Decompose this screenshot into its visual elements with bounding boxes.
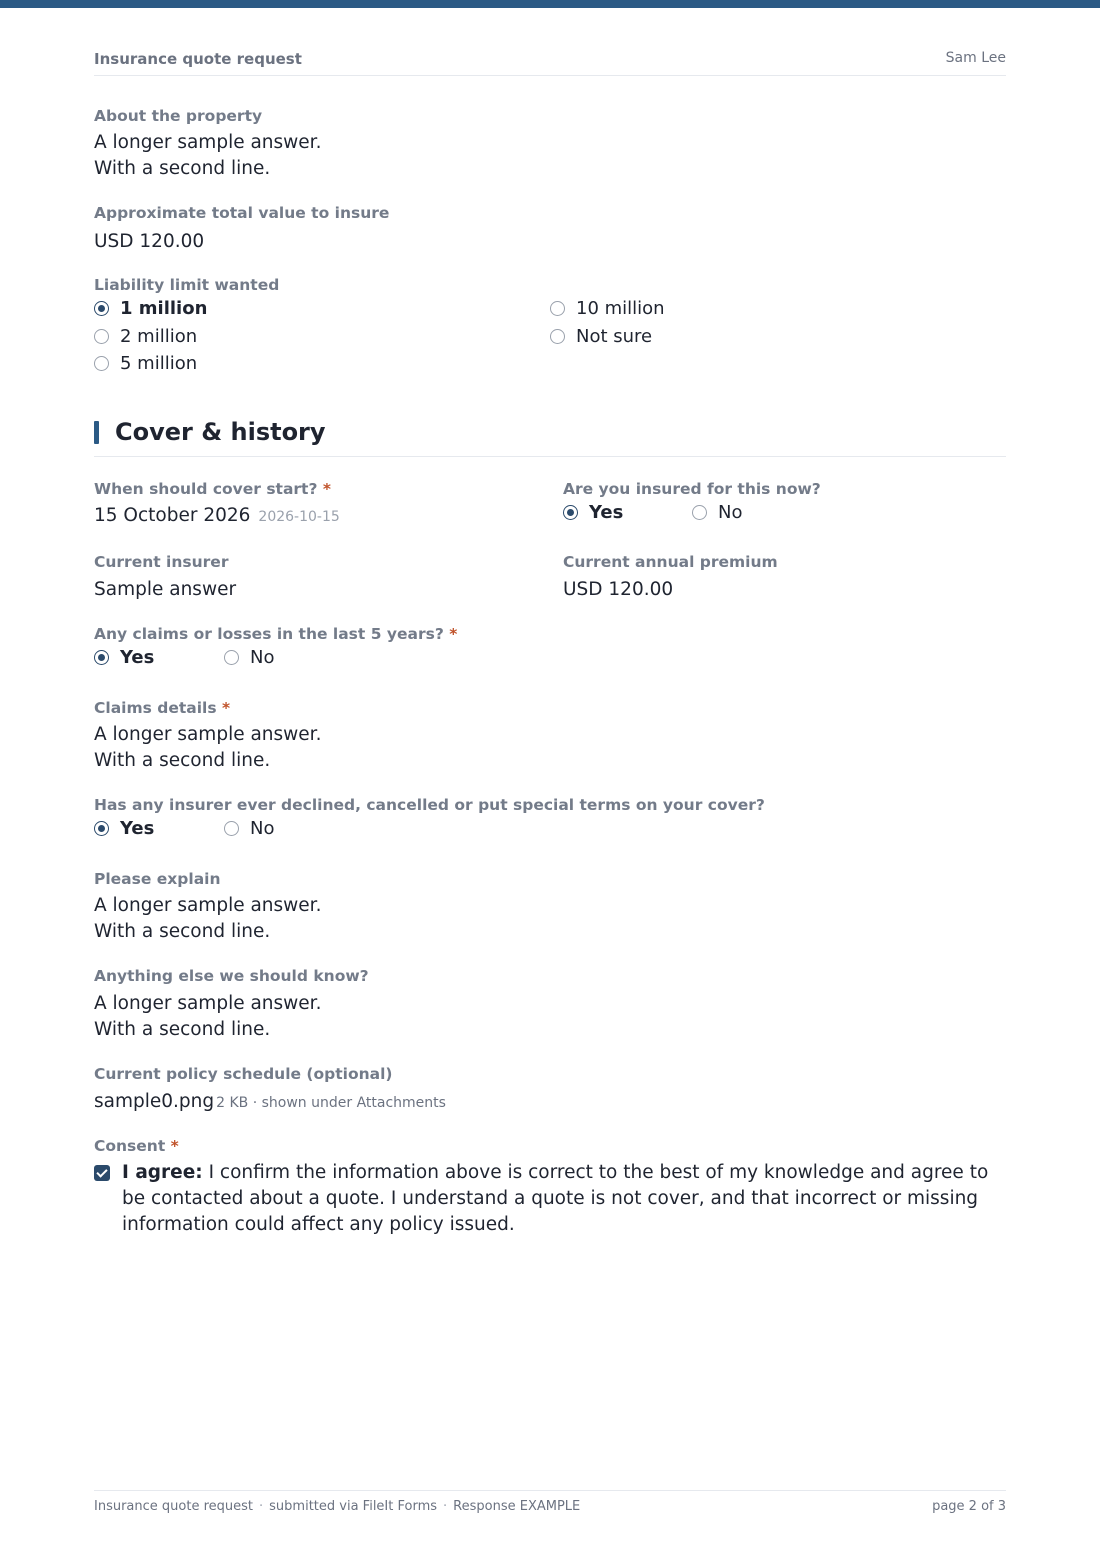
field-answer: 15 October 2026 2026-10-15 <box>94 505 340 526</box>
field-label: Please explain <box>94 870 221 888</box>
radio-option-10-million[interactable]: 10 million <box>550 298 665 319</box>
radio-empty-icon <box>224 650 239 665</box>
answer-line: A longer sample answer. <box>94 993 322 1014</box>
field-consent <box>94 1136 179 1156</box>
top-accent-bar <box>0 0 1100 8</box>
radio-empty-icon <box>692 505 707 520</box>
field-answer <box>94 1089 446 1116</box>
field-label: Current annual premium <box>563 553 778 571</box>
radio-declined-yes[interactable]: Yes <box>94 818 154 839</box>
radio-selected-icon <box>94 821 109 836</box>
section-title: Cover & history <box>115 418 326 446</box>
field-policy-schedule <box>94 1064 446 1116</box>
attachment-filename[interactable]: sample0.png <box>94 1091 215 1112</box>
section-heading <box>94 420 1006 457</box>
field-label: Current insurer <box>94 553 229 571</box>
field-annual-premium <box>563 552 778 603</box>
field-label: Liability limit wanted <box>94 276 280 294</box>
radio-selected-icon <box>94 301 109 316</box>
page-footer <box>94 1490 1006 1520</box>
field-label: Has any insurer ever declined, cancelled or put special terms on your cover? <box>94 796 765 814</box>
field-total-value <box>94 203 389 255</box>
consent-checkbox-row[interactable] <box>94 1160 1006 1238</box>
answer-line: With a second line. <box>94 1019 271 1040</box>
field-liability-limit <box>94 275 279 295</box>
field-claims <box>94 624 457 644</box>
answer-line: A longer sample answer. <box>94 724 322 745</box>
field-label: Current policy schedule (optional) <box>94 1065 393 1083</box>
field-label: Consent * <box>94 1137 179 1155</box>
field-label: Approximate total value to insure <box>94 204 390 222</box>
field-label: Are you insured for this now? <box>563 480 821 498</box>
iso-date-hint: 2026-10-15 <box>258 509 340 525</box>
radio-selected-icon <box>563 505 578 520</box>
checkbox-checked-icon[interactable] <box>94 1165 110 1181</box>
radio-insured-no[interactable]: No <box>692 502 742 523</box>
section-accent-bar <box>94 421 99 444</box>
radio-claims-no[interactable]: No <box>224 647 274 668</box>
field-declined <box>94 795 765 815</box>
radio-empty-icon <box>224 821 239 836</box>
field-answer: Sample answer <box>94 579 237 600</box>
field-label: About the property <box>94 107 263 125</box>
answer-line: A longer sample answer. <box>94 895 322 916</box>
radio-option-5-million[interactable]: 5 million <box>94 353 197 374</box>
answer-line: With a second line. <box>94 750 271 771</box>
field-answer <box>94 130 321 182</box>
answer-line: With a second line. <box>94 921 271 942</box>
radio-declined-no[interactable]: No <box>224 818 274 839</box>
radio-selected-icon <box>94 650 109 665</box>
radio-option-1-million[interactable]: 1 million <box>94 298 207 319</box>
field-insured-now <box>563 479 821 499</box>
field-answer: USD 120.00 <box>94 231 205 252</box>
radio-empty-icon <box>94 329 109 344</box>
field-answer: USD 120.00 <box>563 579 674 600</box>
form-title: Insurance quote request <box>94 50 302 68</box>
consent-statement: I agree: I confirm the information above is correct to the best of my knowledge and agree to be contacted about a quote. I understand a quote is not cover, and that incorrect or missing information could affect any policy issued. <box>122 1162 989 1235</box>
attachment-meta: 2 KB · shown under Attachments <box>216 1095 446 1111</box>
radio-claims-yes[interactable]: Yes <box>94 647 154 668</box>
field-label: Claims details * <box>94 699 231 717</box>
field-label: When should cover start? * <box>94 480 331 498</box>
field-current-insurer <box>94 552 236 603</box>
required-marker: * <box>449 625 458 643</box>
field-label: Any claims or losses in the last 5 years? * <box>94 625 458 643</box>
radio-option-not-sure[interactable]: Not sure <box>550 326 652 347</box>
radio-option-2-million[interactable]: 2 million <box>94 326 197 347</box>
field-please-explain <box>94 869 321 945</box>
field-label: Anything else we should know? <box>94 967 369 985</box>
field-claims-details <box>94 698 321 774</box>
required-marker: * <box>221 699 231 717</box>
field-answer <box>94 991 369 1043</box>
field-cover-start <box>94 479 340 530</box>
radio-insured-yes[interactable]: Yes <box>563 502 623 523</box>
required-marker: * <box>170 1137 179 1155</box>
radio-empty-icon <box>550 329 565 344</box>
answer-line: A longer sample answer. <box>94 132 322 153</box>
footer-info: Insurance quote request · submitted via FileIt Forms · Response EXAMPLE <box>94 1499 581 1514</box>
field-about-property <box>94 106 321 182</box>
field-answer <box>94 722 321 774</box>
answer-line: With a second line. <box>94 158 271 179</box>
field-answer <box>94 893 321 945</box>
page-header <box>94 48 1006 76</box>
required-marker: * <box>322 480 331 498</box>
radio-empty-icon <box>550 301 565 316</box>
page-number: page 2 of 3 <box>932 1499 1006 1514</box>
field-anything-else <box>94 966 369 1043</box>
radio-empty-icon <box>94 356 109 371</box>
respondent-name: Sam Lee <box>945 50 1006 66</box>
